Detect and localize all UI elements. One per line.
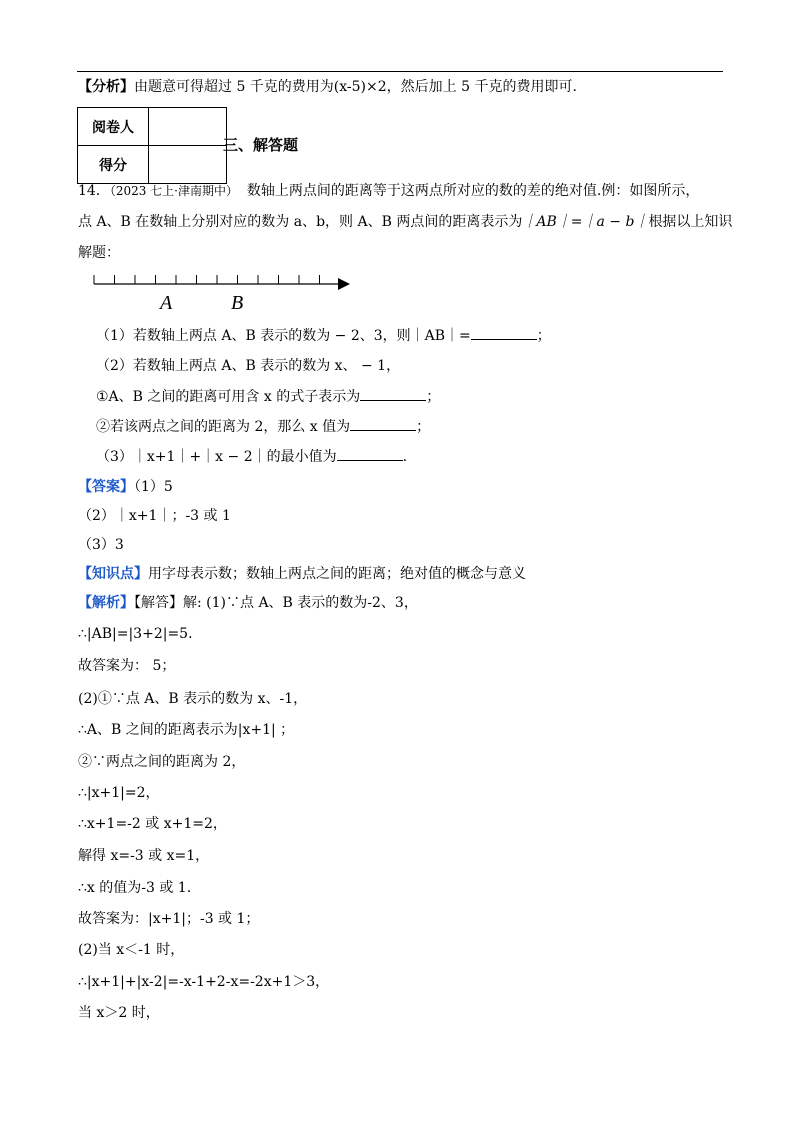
knowledge-text: 用字母表示数；数轴上两点之间的距离；绝对值的概念与意义 (148, 566, 526, 582)
solution-tag-2: 【解答】 (134, 595, 183, 611)
solution-line-4 (78, 720, 294, 740)
part-3-end: . (402, 449, 408, 465)
question-text-3: 解题： (78, 245, 120, 261)
solution-line: 故答案为： 5； (78, 658, 176, 674)
solution-line: ∴x+1=-2 或 x+1=2， (78, 816, 227, 832)
question-text-1: 数轴上两点间的距离等于这两点所对应的数的差的绝对值.例：如图所示， (246, 183, 700, 199)
part-2-1-end: ； (426, 389, 441, 405)
answer-line-2 (78, 506, 231, 526)
header-rule (77, 71, 723, 72)
score-label: 得分 (78, 146, 149, 184)
question-line-2 (78, 212, 732, 232)
point-b-label: B (231, 292, 244, 314)
part-2-text: （2）若数轴上两点 A、B 表示的数为 x、 − 1， (96, 358, 401, 374)
part-2-1-blank[interactable] (360, 386, 426, 401)
solution-line-11 (78, 940, 184, 960)
knowledge-tag: 【知识点】 (78, 566, 148, 582)
solution-line-6 (78, 783, 160, 803)
solution-line-9 (78, 878, 191, 898)
solution-line-0 (78, 593, 418, 613)
solution-line-13 (78, 1003, 160, 1023)
question-formula: ｜AB｜=｜a − b｜ (522, 214, 649, 230)
solution-line-7 (78, 814, 227, 834)
solution-line: 解得 x=-3 或 x=1， (78, 848, 210, 864)
solution-line: 解: (1)∵点 A、B 表示的数为-2、3， (183, 595, 418, 611)
solution-line: (2)当 x＜-1 时， (78, 942, 185, 958)
solution-line: ∴|AB|=|3+2|=5. (78, 626, 193, 642)
solution-line: 当 x＞2 时， (78, 1005, 160, 1021)
point-a-label: A (160, 292, 173, 314)
answer-1: （1）5 (134, 479, 173, 495)
solution-line-3 (78, 689, 307, 709)
solution-line: ∴|x+1|+|x-2|=-x-1+2-x=-2x+1＞3， (78, 974, 330, 990)
solution-line: (2)①∵点 A、B 表示的数为 x、-1， (78, 691, 308, 707)
number-line-arrow (338, 278, 350, 290)
question-source: （2023 七上·津南期中） (109, 184, 238, 198)
solution-line-10 (78, 909, 259, 929)
question-line-1 (78, 181, 699, 201)
number-line-figure (86, 266, 356, 314)
solution-line-8 (78, 846, 209, 866)
grader-label: 阅卷人 (78, 108, 149, 146)
answer-tag: 【答案】 (78, 479, 134, 495)
part-2-2-blank[interactable] (350, 416, 416, 431)
solution-line: ②∵两点之间的距离为 2， (78, 754, 246, 770)
part-2 (96, 356, 400, 376)
solution-line: ∴|x+1|=2， (78, 785, 160, 801)
analysis-text: 由题意可得超过 5 千克的费用为(x-5)×2，然后加上 5 千克的费用即可. (134, 79, 577, 95)
answer-3: （3）3 (78, 537, 124, 553)
part-2-2-end: ； (416, 419, 431, 435)
analysis-tag: 【分析】 (78, 79, 134, 95)
part-2-2-text: ②若该两点之间的距离为 2，那么 x 值为 (96, 419, 351, 435)
part-2-2 (96, 416, 430, 437)
part-2-1-text: ①A、B 之间的距离可用含 x 的式子表示为 (96, 389, 361, 405)
solution-tag: 【解析】 (78, 595, 134, 611)
part-3-blank[interactable] (337, 446, 403, 461)
part-1-end: ； (536, 328, 551, 344)
analysis-line (78, 77, 577, 97)
solution-line-1 (78, 624, 193, 644)
solution-line: ∴A、B 之间的距离表示为|x+1| ； (78, 722, 295, 738)
part-1-blank[interactable] (471, 325, 537, 340)
grader-table (77, 107, 227, 184)
question-number: 14． (78, 183, 110, 199)
solution-line: ∴x 的值为-3 或 1. (78, 880, 192, 896)
question-line-3 (78, 243, 120, 263)
score-value-cell (149, 146, 227, 184)
part-2-1 (96, 386, 440, 407)
section-title: 三、解答题 (223, 136, 299, 154)
part-1-text: （1）若数轴上两点 A、B 表示的数为 − 2、3，则｜AB｜= (96, 328, 471, 344)
answer-line-3 (78, 535, 124, 555)
answer-line-1 (78, 477, 173, 497)
question-text-2a: 点 A、B 在数轴上分别对应的数为 a、b，则 A、B 两点间的距离表示为 (78, 214, 523, 230)
solution-line-12 (78, 972, 329, 992)
answer-2: （2）｜x+1｜；-3 或 1 (78, 508, 231, 524)
solution-line-2 (78, 656, 175, 676)
knowledge-line (78, 564, 526, 584)
part-1 (96, 325, 551, 346)
solution-line: 故答案为：|x+1|；-3 或 1； (78, 911, 260, 927)
number-line-ticks (94, 275, 320, 284)
question-text-2c: 根据以上知识 (648, 214, 733, 230)
solution-line-5 (78, 752, 245, 772)
part-3 (96, 446, 407, 467)
grader-value-cell (149, 108, 227, 146)
part-3-text: （3）｜x+1｜+｜x − 2｜的最小值为 (96, 449, 337, 465)
